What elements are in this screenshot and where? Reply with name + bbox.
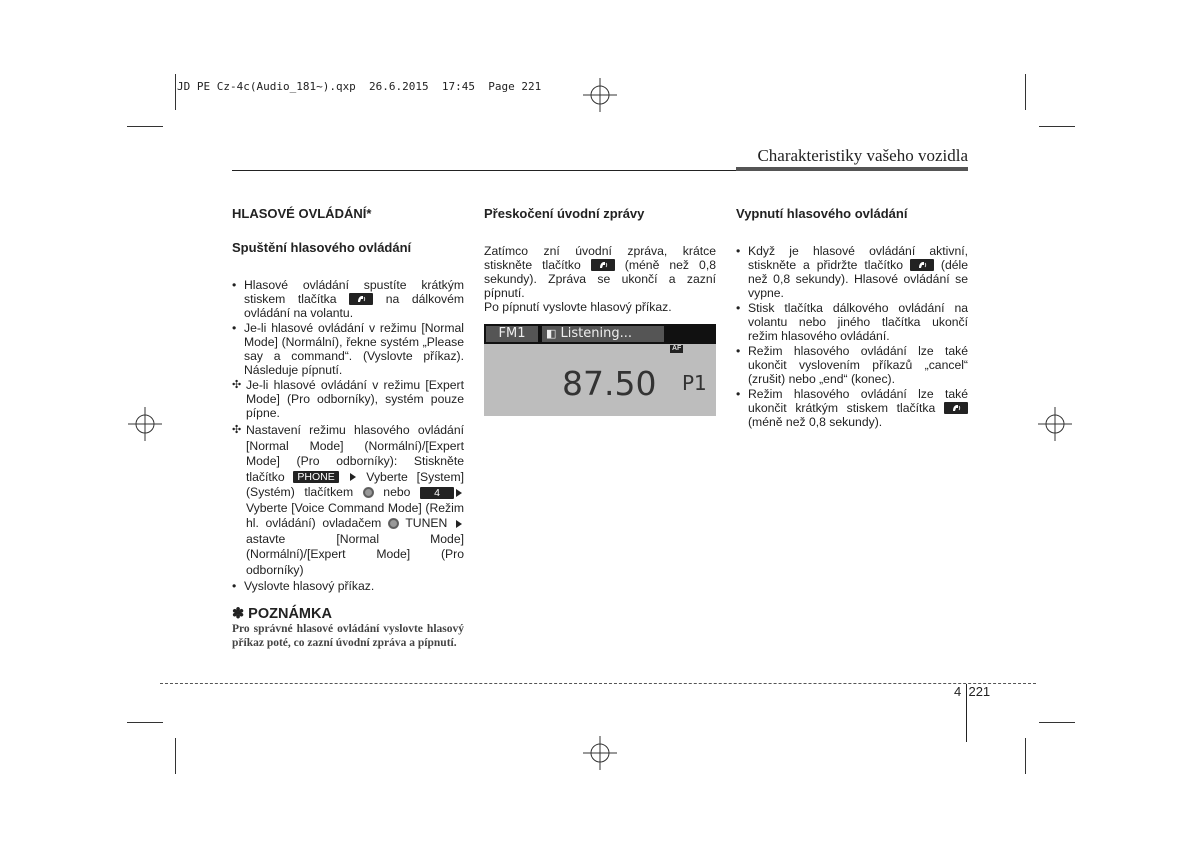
radio-display-screenshot xyxy=(484,324,716,416)
rotary-knob-icon xyxy=(388,518,399,529)
list-item: • Je-li hlasové ovládání v režimu [Normal Mode] (Normální), řekne systém „Please say a command“. (Vyslovte příkaz). Následuje pípnutí. xyxy=(232,321,464,377)
bullet-icon: • xyxy=(232,321,237,335)
af-indicator: AF xyxy=(672,345,682,352)
crop-mark xyxy=(1039,126,1075,127)
voice-talk-icon xyxy=(910,259,934,271)
crop-mark xyxy=(1025,74,1026,110)
listening-status: ◧ Listening... xyxy=(542,326,664,342)
crop-mark xyxy=(1039,722,1075,723)
crop-mark xyxy=(175,738,176,774)
column-voice-control-start xyxy=(232,206,464,650)
phone-key-label: PHONE xyxy=(293,471,338,483)
section-heading: Vypnutí hlasového ovládání xyxy=(736,206,908,221)
voice-talk-icon xyxy=(349,293,373,305)
list-item: • Když je hlasové ovládání aktivní, stiskněte a přidržte tlačítko (déle než 0,8 sekundy). Hlasové ovládání se vypne. xyxy=(736,244,968,300)
number-key-label: 4 xyxy=(420,487,454,499)
column-voice-control-off xyxy=(736,206,968,430)
note-text: Pro správné hlasové ovládání vyslovte hlasový příkaz poté, co zazní úvodní zpráva a pípnutí. xyxy=(232,623,464,649)
note-heading: ✽ POZNÁMKA xyxy=(232,606,332,622)
frequency-readout: 87.50 xyxy=(562,364,657,403)
note-cross-icon: ✣ xyxy=(232,379,242,391)
voice-talk-icon xyxy=(591,259,615,271)
footer-rule xyxy=(160,683,1036,684)
section-heading: Přeskočení úvodní zprávy xyxy=(484,206,645,221)
band-label: FM1 xyxy=(486,326,538,342)
crop-mark xyxy=(1025,738,1026,774)
paragraph: Po pípnutí vyslovte hlasový příkaz. xyxy=(484,300,672,314)
bullet-icon: • xyxy=(232,278,237,292)
chapter-title: Charakteristiky vašeho vozidla xyxy=(757,146,968,165)
crosshair-registration-mark-icon xyxy=(583,78,617,112)
bullet-icon: • xyxy=(232,579,237,593)
list-item: • Režim hlasového ovládání lze také ukončit vyslovením příkazů „cancel“ (zrušit) nebo „end“ (konec). xyxy=(736,344,968,386)
voice-talk-icon xyxy=(944,402,968,414)
list-item: • Hlasové ovládání spustíte krátkým stiskem tlačítka na dálkovém ovládání na volantu. xyxy=(232,278,465,320)
header-accent-bar xyxy=(736,167,968,171)
section-heading: HLASOVÉ OVLÁDÁNÍ* xyxy=(232,206,372,221)
crop-mark xyxy=(127,126,163,127)
list-item: • Vyslovte hlasový příkaz. xyxy=(232,579,375,593)
page-number-value: 221 xyxy=(968,684,991,699)
crosshair-registration-mark-icon xyxy=(1038,407,1072,441)
list-item: ✣ Je-li hlasové ovládání v režimu [Expert Mode] (Pro odborníky), systém pouze pípne. xyxy=(232,378,464,420)
print-slug: JD PE Cz-4c(Audio_181~).qxp 26.6.2015 17:45 Page 221 xyxy=(177,80,542,93)
bullet-icon: • xyxy=(736,387,741,401)
preset-label: P1 xyxy=(682,371,707,395)
bullet-icon: • xyxy=(736,244,741,258)
paragraph: Zatímco zní úvodní zpráva, krátce stiskněte tlačítko (méně než 0,8 sekundy). Zpráva se ukončí a zazní pípnutí. xyxy=(484,244,716,300)
list-item: • Režim hlasového ovládání lze také ukončit krátkým stiskem tlačítka (méně než 0,8 sekundy). xyxy=(736,387,968,429)
note-cross-icon: ✣ xyxy=(232,424,242,436)
voice-speaker-icon: ◧ xyxy=(546,327,557,340)
crop-mark xyxy=(175,74,176,110)
list-item: • Stisk tlačítka dálkového ovládání na volantu nebo jiného tlačítka ukončí režim hlasového ovládání. xyxy=(736,301,968,343)
chapter-number: 4 xyxy=(954,684,962,699)
rotary-knob-icon xyxy=(363,487,374,498)
right-triangle-icon xyxy=(350,473,356,481)
instruction-list xyxy=(736,244,968,429)
crosshair-registration-mark-icon xyxy=(128,407,162,441)
right-triangle-icon xyxy=(456,489,462,497)
instruction-list xyxy=(232,278,464,593)
page-number xyxy=(954,684,990,699)
subsection-heading: Spuštění hlasového ovládání xyxy=(232,240,412,255)
list-item: ✣ Nastavení režimu hlasového ovládání [Normal Mode] (Normální)/[Expert Mode] (Pro odborníky): Stiskněte tlačítko PHONE Vyberte [System] (Systém) tlačítkem nebo 4 Vyberte [Voice Command Mode] (Režim hl. ovládání) ovladačem TUNEN astavte [Normal Mode] (Normální)/[Expert Mode] (Pro odborníky) xyxy=(232,423,464,577)
bullet-icon: • xyxy=(736,301,741,315)
right-triangle-icon xyxy=(456,520,462,528)
bullet-icon: • xyxy=(736,344,741,358)
column-skip-intro xyxy=(484,206,716,314)
crosshair-registration-mark-icon xyxy=(583,736,617,770)
crop-mark xyxy=(127,722,163,723)
